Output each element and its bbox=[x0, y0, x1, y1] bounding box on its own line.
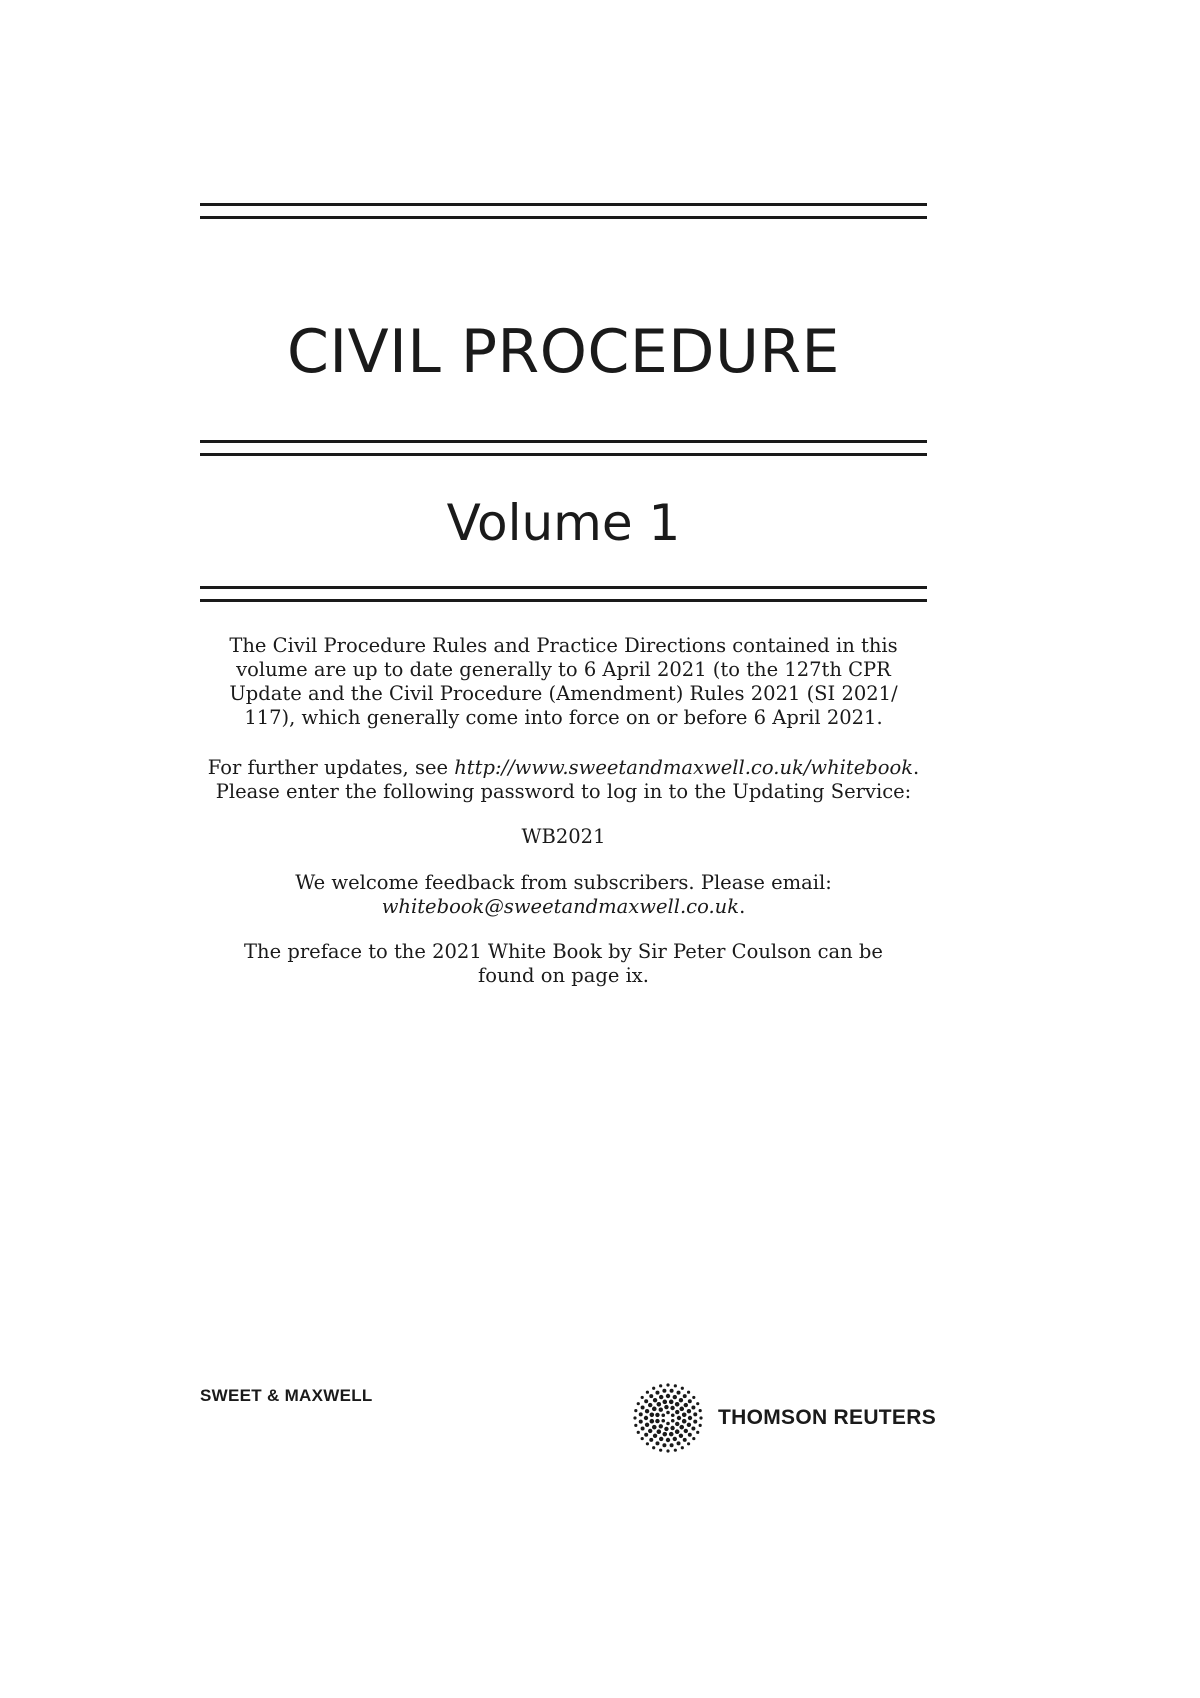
logo-dot bbox=[679, 1398, 683, 1402]
preface-line: The preface to the 2021 White Book by Sir Peter Coulson can be bbox=[244, 940, 883, 963]
preface-line: found on page ix. bbox=[477, 964, 649, 987]
logo-dot bbox=[674, 1384, 677, 1387]
logo-dot bbox=[652, 1387, 655, 1390]
logo-dot bbox=[646, 1442, 649, 1445]
logo-dot bbox=[645, 1409, 649, 1413]
logo-dot bbox=[688, 1416, 692, 1420]
lower-rule-lower bbox=[200, 599, 927, 602]
logo-dot bbox=[646, 1391, 649, 1394]
feedback-paragraph bbox=[200, 871, 927, 919]
lower-rule-upper bbox=[200, 586, 927, 589]
logo-dot bbox=[666, 1438, 670, 1442]
logo-dot bbox=[659, 1449, 662, 1452]
logo-dot bbox=[655, 1391, 659, 1395]
updates-prefix: For further updates, see bbox=[207, 756, 455, 779]
logo-dot bbox=[655, 1413, 659, 1417]
logo-dot bbox=[670, 1389, 674, 1393]
logo-dot bbox=[691, 1427, 695, 1431]
logo-dot bbox=[683, 1438, 687, 1442]
logo-dot bbox=[645, 1423, 649, 1427]
updates-url-link[interactable]: http://www.sweetandmaxwell.co.uk/whitebook bbox=[454, 756, 914, 779]
logo-dot bbox=[666, 1411, 670, 1415]
logo-dot bbox=[637, 1431, 640, 1434]
logo-dot bbox=[687, 1391, 690, 1394]
logo-dot bbox=[641, 1427, 645, 1431]
preface-paragraph bbox=[200, 940, 927, 988]
logo-dot bbox=[675, 1422, 679, 1426]
logo-dot bbox=[669, 1432, 674, 1437]
updates-line bbox=[200, 756, 927, 780]
logo-dot bbox=[634, 1409, 637, 1412]
logo-dot bbox=[677, 1441, 681, 1445]
logo-dot bbox=[662, 1443, 666, 1447]
logo-dot bbox=[666, 1394, 670, 1398]
logo-dot bbox=[666, 1383, 669, 1386]
logo-dot bbox=[679, 1425, 684, 1430]
logo-dot bbox=[687, 1423, 691, 1427]
logo-dot bbox=[681, 1446, 684, 1449]
logo-dot bbox=[659, 1437, 663, 1441]
logo-dot bbox=[657, 1402, 662, 1407]
logo-dot bbox=[639, 1420, 643, 1424]
logo-dot bbox=[664, 1405, 668, 1409]
logo-dot bbox=[634, 1424, 637, 1427]
logo-dot bbox=[652, 1446, 655, 1449]
logo-dot bbox=[692, 1437, 695, 1440]
logo-dot bbox=[661, 1419, 665, 1423]
logo-dot bbox=[688, 1433, 692, 1437]
logo-dot bbox=[675, 1410, 679, 1414]
logo-dot bbox=[693, 1412, 697, 1416]
logo-dot bbox=[688, 1399, 692, 1403]
logo-dot bbox=[674, 1449, 677, 1452]
logo-dot bbox=[650, 1419, 655, 1424]
currency-line: The Civil Procedure Rules and Practice Directions contained in this bbox=[229, 634, 898, 657]
logo-dot bbox=[673, 1437, 677, 1441]
thomson-reuters-wordmark: THOMSON REUTERS bbox=[718, 1406, 937, 1429]
logo-dot bbox=[675, 1402, 680, 1407]
password-value: WB2021 bbox=[521, 825, 606, 848]
logo-dot bbox=[644, 1433, 648, 1437]
logo-dot bbox=[679, 1434, 683, 1438]
logo-dot bbox=[641, 1437, 644, 1440]
logo-dot bbox=[664, 1427, 668, 1431]
logo-dot bbox=[648, 1429, 652, 1433]
logo-dot bbox=[692, 1396, 695, 1399]
logo-dot bbox=[648, 1403, 652, 1407]
logo-dot bbox=[677, 1416, 681, 1420]
logo-dot bbox=[659, 1395, 663, 1399]
logo-dot bbox=[650, 1412, 655, 1417]
logo-dot bbox=[673, 1395, 677, 1399]
currency-paragraph bbox=[200, 634, 927, 730]
logo-dot bbox=[684, 1403, 688, 1407]
logo-dot bbox=[655, 1441, 659, 1445]
logo-dot bbox=[652, 1425, 657, 1430]
logo-dot bbox=[670, 1443, 674, 1447]
logo-dot bbox=[681, 1387, 684, 1390]
logo-dot bbox=[662, 1400, 667, 1405]
logo-dot bbox=[682, 1419, 687, 1424]
logo-dot bbox=[683, 1394, 687, 1398]
logo-dot bbox=[682, 1412, 687, 1417]
logo-dot bbox=[699, 1424, 702, 1427]
sweet-maxwell-logo: SWEET & MAXWELL bbox=[200, 1386, 373, 1405]
logo-dot bbox=[696, 1402, 699, 1405]
thomson-reuters-dot-sphere-icon bbox=[632, 1382, 704, 1454]
logo-dot bbox=[675, 1429, 680, 1434]
logo-dot bbox=[641, 1396, 644, 1399]
logo-dot bbox=[633, 1416, 636, 1419]
logo-dot bbox=[662, 1389, 666, 1393]
logo-dot bbox=[653, 1434, 657, 1438]
top-rule-upper bbox=[200, 203, 927, 206]
updates-suffix: . bbox=[913, 756, 920, 779]
logo-dot bbox=[677, 1391, 681, 1395]
logo-dot bbox=[662, 1432, 667, 1437]
logo-dot bbox=[659, 1424, 663, 1428]
logo-dot bbox=[649, 1438, 653, 1442]
logo-dot bbox=[691, 1405, 695, 1409]
password-instruction: Please enter the following password to log in to the Updating Service: bbox=[215, 780, 912, 803]
volume-title: Volume 1 bbox=[446, 494, 681, 552]
top-rule-lower bbox=[200, 216, 927, 219]
logo-dot bbox=[649, 1394, 653, 1398]
logo-dot bbox=[661, 1413, 665, 1417]
thomson-reuters-logo bbox=[632, 1382, 936, 1454]
updates-paragraph bbox=[200, 756, 927, 804]
logo-dot bbox=[670, 1406, 674, 1410]
logo-dot bbox=[693, 1420, 697, 1424]
logo-dot bbox=[699, 1416, 702, 1419]
password-paragraph bbox=[200, 825, 927, 849]
currency-line: volume are up to date generally to 6 April 2021 (to the 127th CPR bbox=[236, 658, 891, 681]
feedback-email-link[interactable]: whitebook@sweetandmaxwell.co.uk bbox=[381, 895, 740, 918]
logo-dot bbox=[666, 1449, 669, 1452]
logo-dot bbox=[687, 1442, 690, 1445]
book-title: CIVIL PROCEDURE bbox=[287, 317, 840, 387]
middle-rule-upper bbox=[200, 440, 927, 443]
middle-rule-lower bbox=[200, 453, 927, 456]
logo-dot bbox=[670, 1426, 674, 1430]
logo-dot bbox=[653, 1398, 657, 1402]
logo-dot bbox=[644, 1399, 648, 1403]
logo-dot bbox=[652, 1407, 657, 1412]
logo-dot bbox=[657, 1429, 662, 1434]
logo-dot bbox=[671, 1413, 675, 1417]
logo-dot bbox=[639, 1412, 643, 1416]
logo-dot bbox=[655, 1419, 659, 1423]
logo-dot bbox=[669, 1400, 674, 1405]
logo-dot bbox=[696, 1431, 699, 1434]
feedback-suffix: . bbox=[739, 895, 746, 918]
logo-dot bbox=[659, 1384, 662, 1387]
logo-dot bbox=[644, 1416, 648, 1420]
logo-dot bbox=[637, 1402, 640, 1405]
logo-dot bbox=[684, 1429, 688, 1433]
logo-dot bbox=[699, 1409, 702, 1412]
logo-dot bbox=[671, 1419, 675, 1423]
logo-dot bbox=[659, 1407, 663, 1411]
currency-line: Update and the Civil Procedure (Amendment) Rules 2021 (SI 2021/ bbox=[229, 682, 898, 705]
currency-line: 117), which generally come into force on or before 6 April 2021. bbox=[244, 706, 883, 729]
logo-dot bbox=[666, 1422, 670, 1426]
logo-dot bbox=[687, 1409, 691, 1413]
feedback-line: We welcome feedback from subscribers. Please email: bbox=[295, 871, 832, 894]
logo-dot bbox=[641, 1405, 645, 1409]
logo-dot bbox=[679, 1407, 684, 1412]
feedback-email-line bbox=[200, 895, 927, 919]
